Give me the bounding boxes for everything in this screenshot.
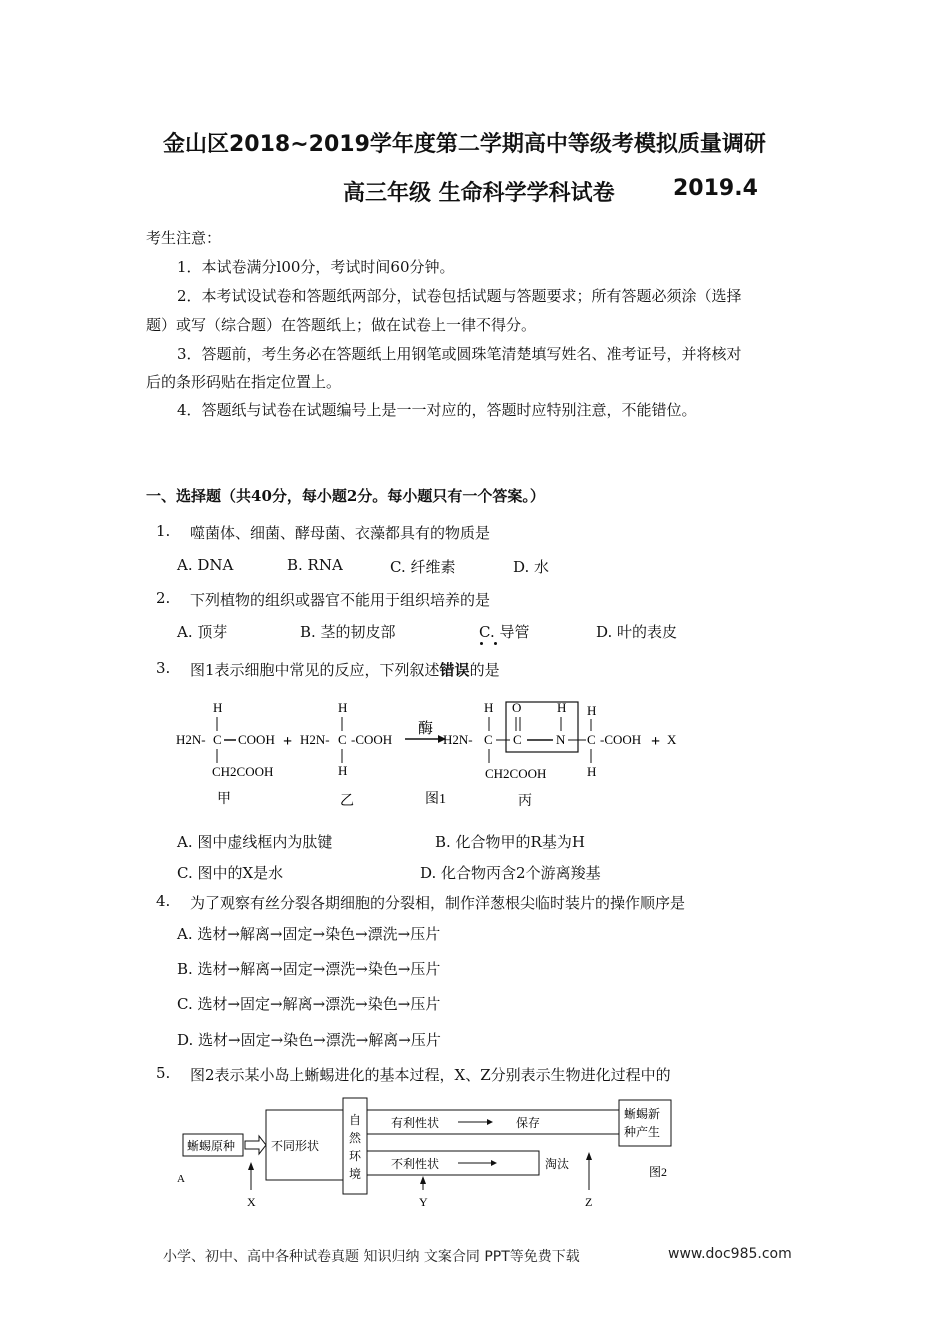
- option-d: D. 化合物丙含2个游离羧基: [420, 864, 601, 882]
- footer-link[interactable]: www.doc985.com: [668, 1246, 792, 1262]
- emphasis-dots: [478, 642, 502, 648]
- option-c: C. 选材→固定→解离→漂洗→染色→压片: [177, 995, 441, 1013]
- unfavorable-label: 不利性状: [391, 1157, 440, 1171]
- atom-c: C: [513, 732, 522, 747]
- notice-item: 2．本考试设试卷和答题纸两部分，试卷包括试题与答题要求；所有答题必须涂（选择: [177, 287, 742, 305]
- diff-label: 不同形状: [271, 1139, 320, 1153]
- option-b: B. 选材→解离→固定→漂洗→染色→压片: [177, 960, 441, 978]
- question-text: [190, 659, 500, 680]
- figure-2-caption: 图2: [649, 1165, 668, 1179]
- label-bing: 丙: [518, 794, 532, 809]
- group-cooh: -COOH: [600, 732, 642, 747]
- atom-c: C: [338, 732, 347, 747]
- atom-c: C: [484, 732, 493, 747]
- question-text: 噬菌体、细菌、酵母菌、衣藻都具有的物质是: [190, 524, 491, 542]
- label-yi: 乙: [340, 794, 354, 809]
- new-species-line1: 蜥蜴新: [624, 1107, 661, 1121]
- enzyme-label: 酶: [418, 721, 434, 737]
- label-y: Y: [419, 1195, 428, 1209]
- option-d: D. 叶的表皮: [596, 623, 678, 641]
- notice-heading: 考生注意：: [146, 229, 222, 247]
- atom-n: N: [556, 732, 566, 747]
- plus-sign: +: [283, 733, 293, 750]
- atom-h: H: [557, 700, 567, 715]
- group-ch2cooh: CH2COOH: [485, 766, 547, 781]
- figure-2-evolution: [175, 1092, 695, 1217]
- exam-subtitle: 高三年级 生命科学学科试卷: [343, 181, 615, 206]
- atom-h: H: [587, 764, 597, 779]
- notice-item: 后的条形码贴在指定位置上。: [146, 373, 342, 391]
- option-c: C. 导管: [479, 623, 530, 641]
- group-h2n: H2N-: [443, 732, 473, 747]
- question-text-pre: 图1表示细胞中常见的反应，下列叙述: [190, 661, 440, 679]
- section-heading: 一、选择题（共40分，每小题2分。每小题只有一个答案。）: [146, 487, 545, 505]
- question-text: 下列植物的组织或器官不能用于组织培养的是: [190, 591, 491, 609]
- label-z: Z: [585, 1195, 593, 1209]
- notice-item: 3．答题前，考生务必在答题纸上用钢笔或圆珠笔清楚填写姓名、准考证号，并将核对: [177, 345, 742, 363]
- group-cooh: -COOH: [351, 732, 393, 747]
- option-d: D. 选材→固定→染色→漂洗→解离→压片: [177, 1031, 441, 1049]
- notice-item: 题）或写（综合题）在答题纸上；做在试卷上一律不得分。: [146, 316, 537, 334]
- figure-1-reaction: [170, 695, 690, 815]
- footer-text: 小学、初中、高中各种试卷真题 知识归纳 文案合同 PPT等免费下载: [163, 1249, 580, 1265]
- question-number: 4.: [156, 892, 171, 910]
- question-text-emphasis: 错误: [439, 661, 470, 679]
- option-a: A. 顶芽: [177, 623, 228, 641]
- group-h2n: H2N-: [176, 732, 206, 747]
- option-c: C. 纤维素: [390, 558, 456, 576]
- env-char: 境: [349, 1167, 362, 1181]
- env-char: 环: [349, 1149, 362, 1163]
- atom-c: C: [213, 732, 222, 747]
- atom-h: H: [484, 700, 494, 715]
- plus-sign: +: [651, 733, 661, 750]
- product-x: X: [667, 732, 677, 747]
- new-species-line2: 种产生: [624, 1125, 661, 1139]
- group-h2n: H2N-: [300, 732, 330, 747]
- option-a: A. 图中虚线框内为肽键: [177, 833, 333, 851]
- notice-item: 4．答题纸与试卷在试题编号上是一一对应的，答题时应特别注意，不能错位。: [177, 401, 697, 419]
- group-cooh: COOH: [238, 732, 275, 747]
- atom-h: H: [338, 700, 348, 715]
- label-jia: 甲: [217, 792, 231, 807]
- origin-label: 蜥蜴原种: [187, 1139, 236, 1153]
- atom-h: H: [213, 700, 223, 715]
- option-d: D. 水: [513, 558, 550, 576]
- question-number: 1.: [156, 522, 171, 540]
- env-char: 自: [349, 1113, 362, 1127]
- atom-o: O: [512, 700, 522, 715]
- atom-c: C: [587, 732, 596, 747]
- option-b: B. RNA: [287, 556, 343, 574]
- question-text: 为了观察有丝分裂各期细胞的分裂相，制作洋葱根尖临时装片的操作顺序是: [190, 894, 686, 912]
- option-b: B. 化合物甲的R基为H: [435, 833, 585, 851]
- atom-h: H: [338, 763, 348, 778]
- exam-date: 2019.4: [673, 176, 758, 201]
- favorable-label: 有利性状: [391, 1116, 440, 1130]
- option-c: C. 图中的X是水: [177, 864, 284, 882]
- env-char: 然: [349, 1131, 362, 1145]
- option-b: B. 茎的韧皮部: [300, 623, 396, 641]
- question-text: 图2表示某小岛上蜥蜴进化的基本过程，X、Z分别表示生物进化过程中的: [190, 1066, 671, 1084]
- question-number: 2.: [156, 589, 171, 607]
- label-x: X: [247, 1195, 256, 1209]
- question-number: 3.: [156, 659, 171, 677]
- notice-item: 1．本试卷满分l00分，考试时间60分钟。: [177, 258, 455, 276]
- option-a: A. 选材→解离→固定→染色→漂洗→压片: [177, 925, 441, 943]
- exam-title: 金山区2018~2019学年度第二学期高中等级考模拟质量调研: [163, 132, 766, 157]
- option-a: A. DNA: [177, 556, 234, 574]
- group-ch2cooh: CH2COOH: [212, 764, 274, 779]
- keep-label: 保存: [516, 1116, 541, 1130]
- figure-a-label: A: [177, 1173, 185, 1185]
- figure-1-caption: 图1: [425, 792, 446, 807]
- question-text-post: 的是: [469, 661, 500, 679]
- atom-h: H: [587, 703, 597, 718]
- elim-label: 淘汰: [545, 1157, 570, 1171]
- question-number: 5.: [156, 1064, 171, 1082]
